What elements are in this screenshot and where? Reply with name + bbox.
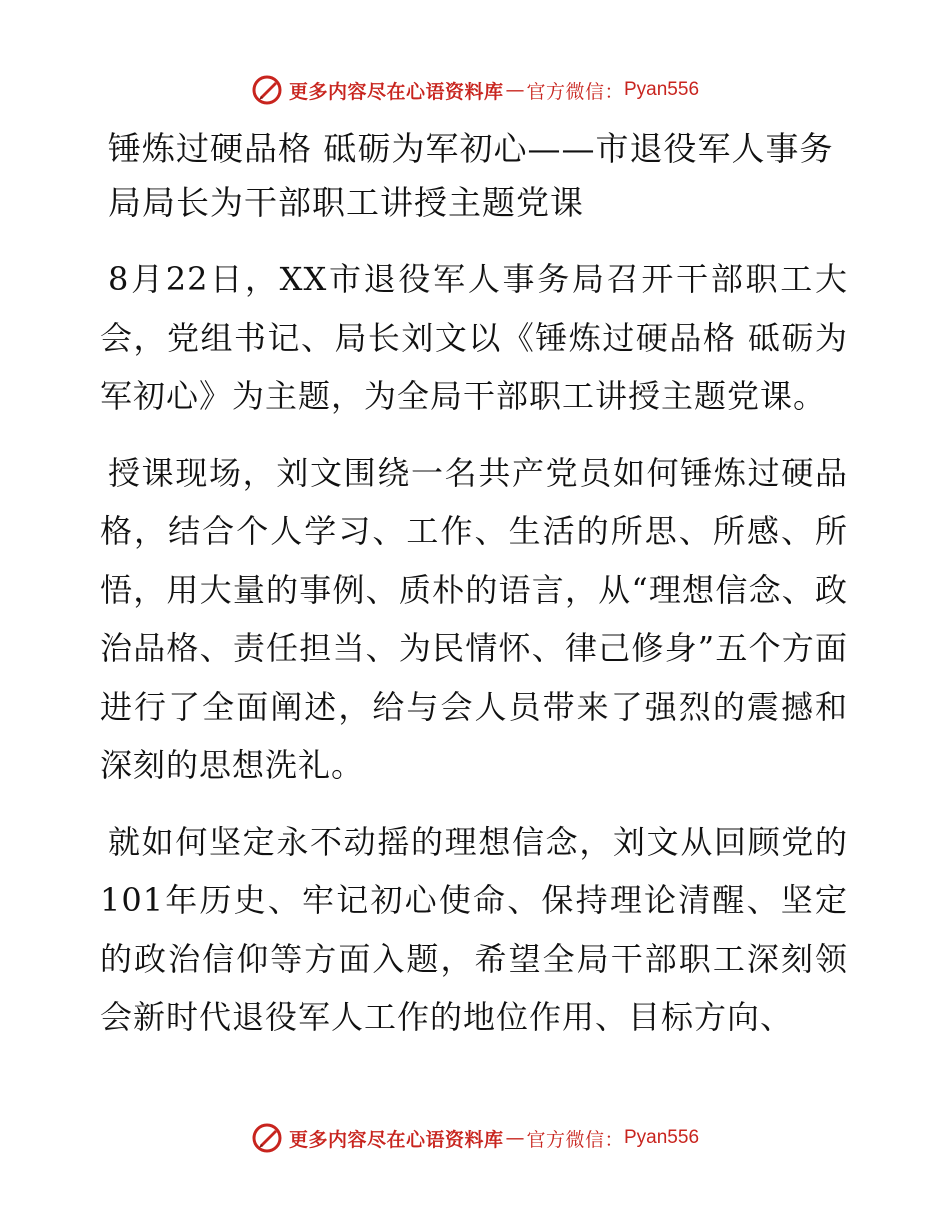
- banner-wechat-label: 官方微信：: [526, 1128, 624, 1151]
- banner-site-text: 更多内容尽在心语资料库: [288, 1128, 504, 1151]
- document-body: [100, 122, 848, 1065]
- banner-separator: —: [505, 79, 525, 101]
- footer-banner: [0, 1121, 950, 1155]
- quill-logo-icon: [251, 1122, 283, 1154]
- quill-logo-icon: [251, 74, 283, 106]
- paragraph-3: 就如何坚定永不动摇的理想信念，刘文从回顾党的101年历史、牢记初心使命、保持理论清醒、坚定的政治信仰等方面入题，希望全局干部职工深刻领会新时代退役军人工作的地位作用、目标方向、: [100, 822, 848, 1036]
- banner-separator: —: [505, 1127, 525, 1149]
- banner-wechat-label: 官方微信：: [526, 80, 624, 103]
- paragraph-1: 8月22日，XX市退役军人事务局召开干部职工大会，党组书记、局长刘文以《锤炼过硬品格 砥砺为军初心》为主题，为全局干部职工讲授主题党课。: [100, 260, 848, 415]
- banner-site-text: 更多内容尽在心语资料库: [288, 80, 504, 103]
- document-title: 锤炼过硬品格 砥砺为军初心——市退役军人事务局局长为干部职工讲授主题党课: [108, 129, 834, 222]
- paragraph-2: 授课现场，刘文围绕一名共产党员如何锤炼过硬品格，结合个人学习、工作、生活的所思、所感、所悟，用大量的事例、质朴的语言，从“理想信念、政治品格、责任担当、为民情怀、律己修身”五个方面进行了全面阐述，给与会人员带来了强烈的震撼和深刻的思想洗礼。: [100, 453, 848, 784]
- header-banner: [0, 73, 950, 107]
- banner-wechat-id: Pyan556: [624, 1127, 700, 1148]
- banner-wechat-id: Pyan556: [624, 79, 700, 100]
